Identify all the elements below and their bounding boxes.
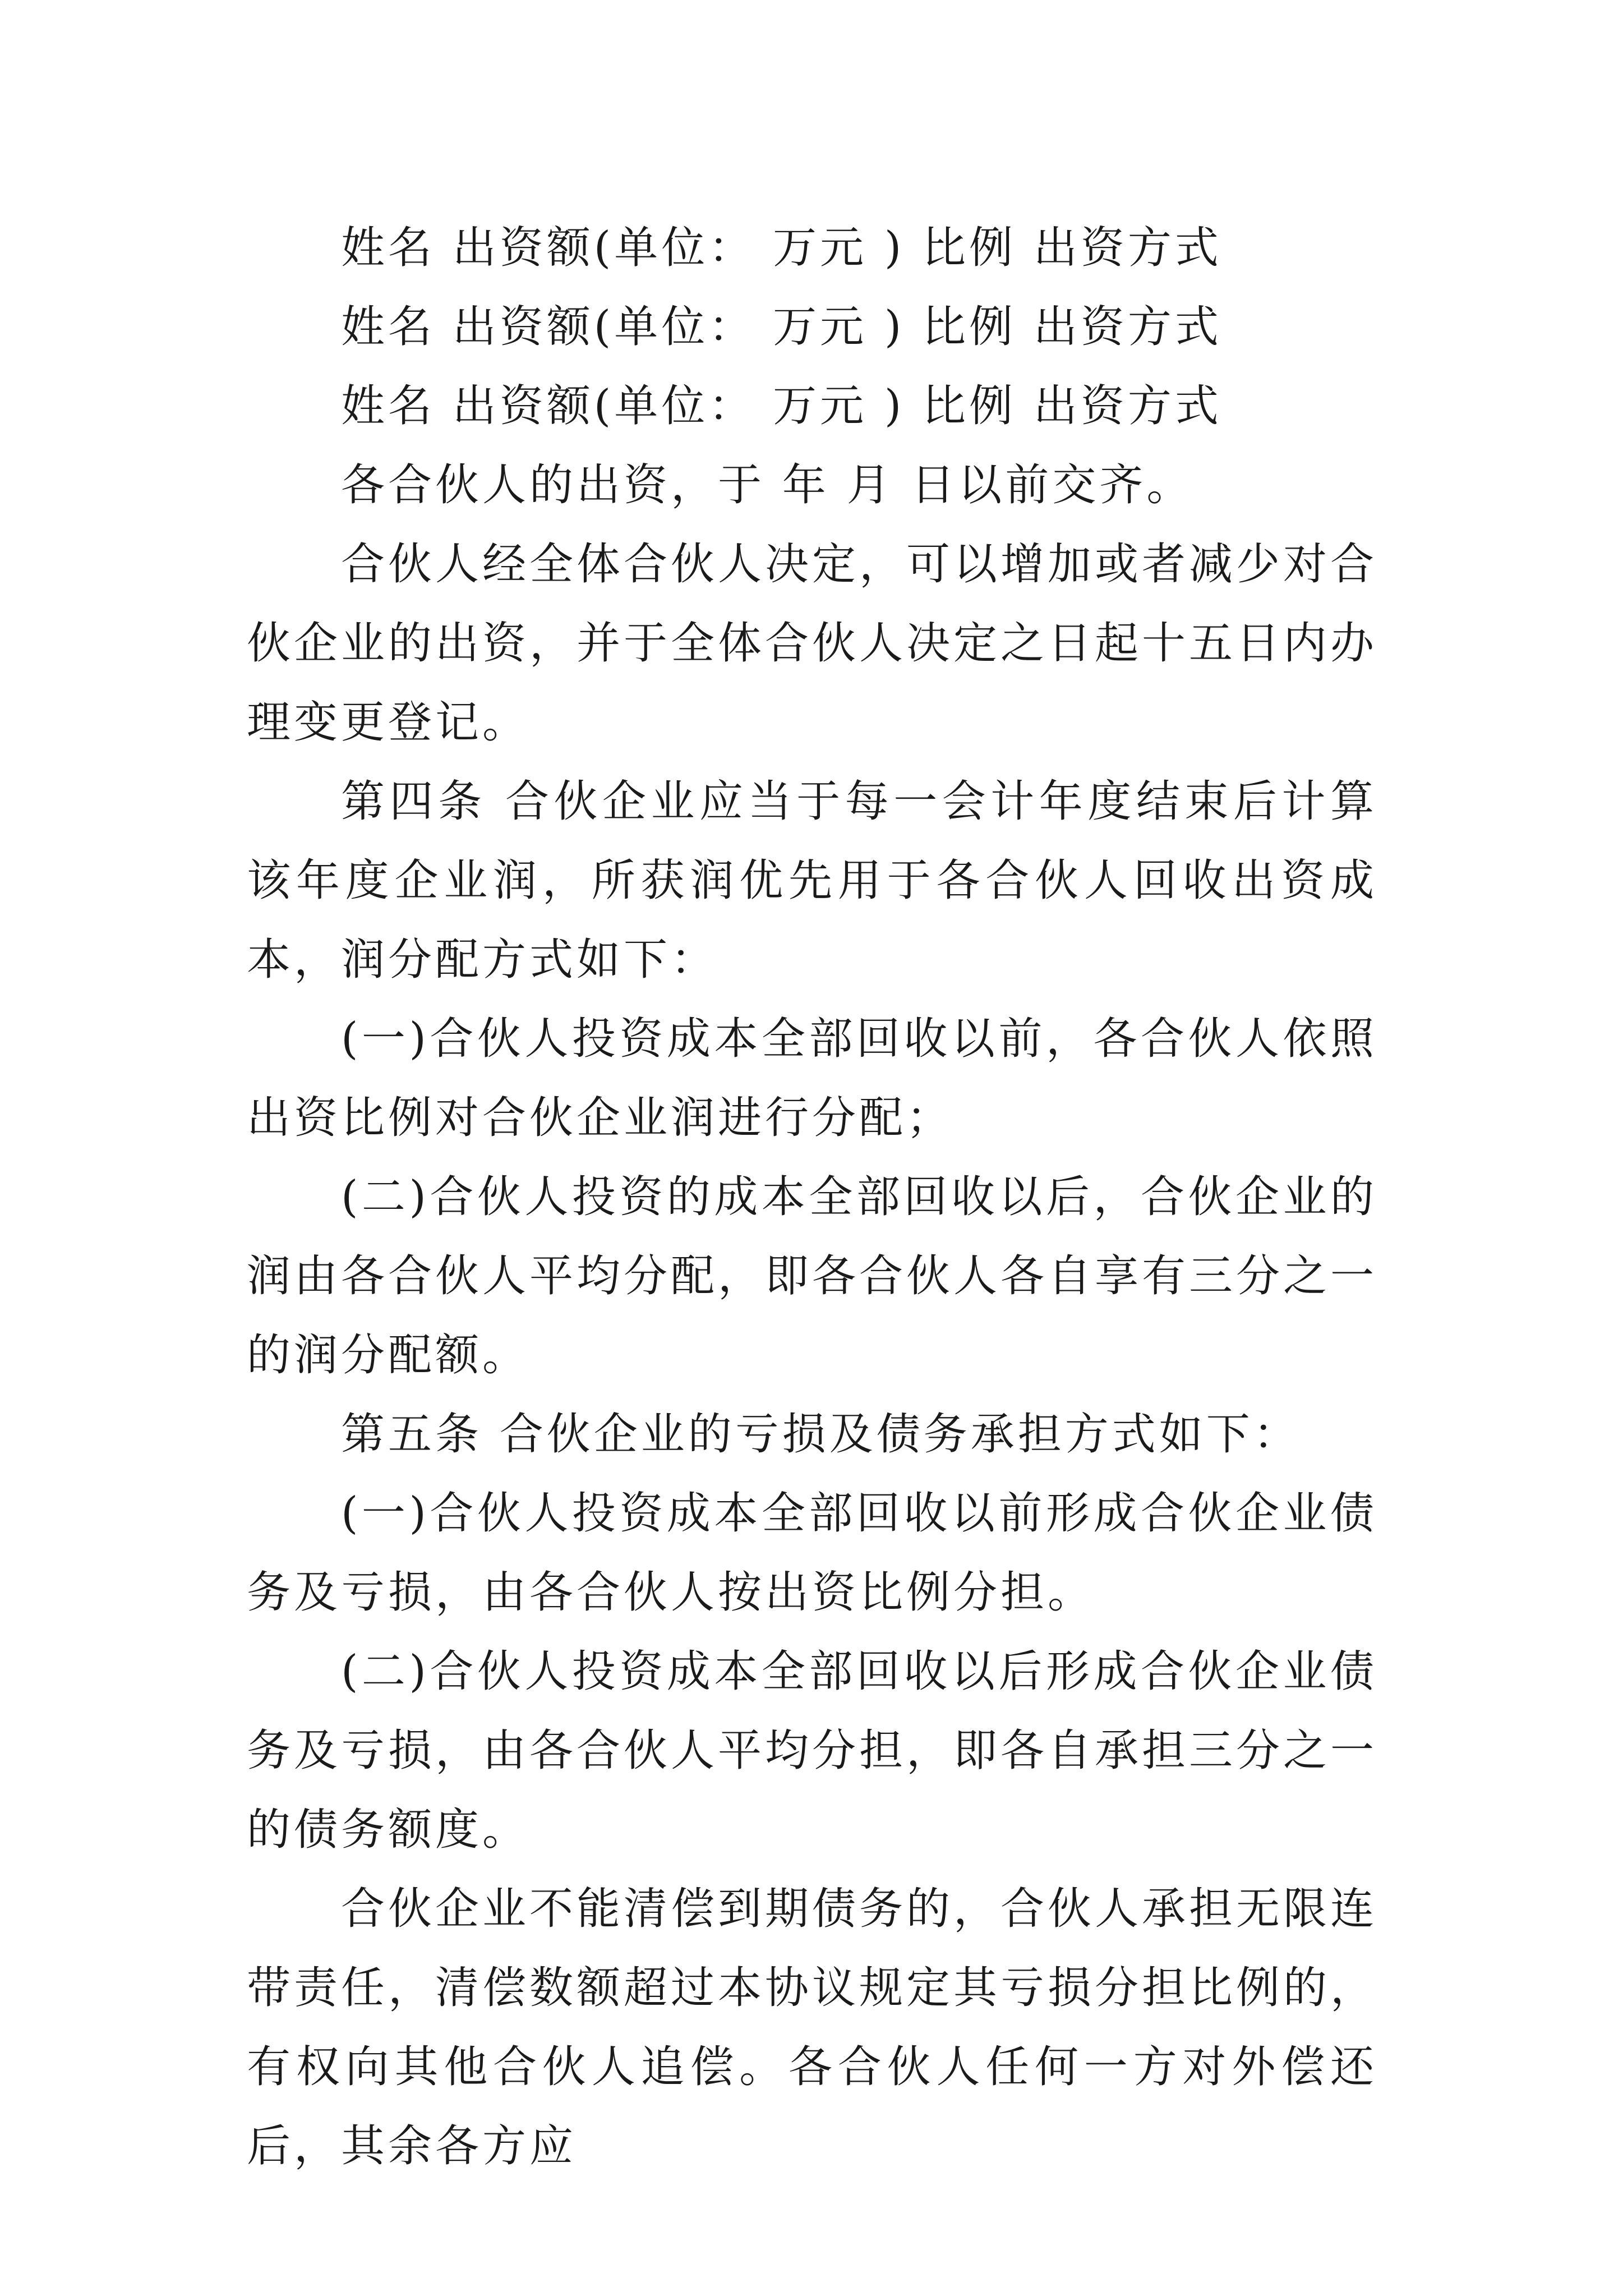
unlimited-liability-paragraph: 合伙企业不能清偿到期债务的，合伙人承担无限连带责任，清偿数额超过本协议规定其亏损分担比例的，有权向其他合伙人追偿。各合伙人任何一方对外偿还后，其余各方应 — [247, 1884, 1378, 2171]
contribution-row-2: 姓名 出资额(单位： 万元 ) 比例 出资方式 — [341, 302, 1222, 352]
contribution-row-3: 姓名 出资额(单位： 万元 ) 比例 出资方式 — [341, 381, 1222, 431]
payment-deadline-paragraph: 各合伙人的出资，于 年 月 日以前交齐。 — [341, 460, 1194, 510]
contribution-row-1: 姓名 出资额(单位： 万元 ) 比例 出资方式 — [341, 223, 1222, 273]
article-5-item-2: (二)合伙人投资成本全部回收以后形成合伙企业债务及亏损，由各合伙人平均分担，即各自承担三分之一的债务额度。 — [247, 1646, 1378, 1855]
document-body — [247, 209, 1377, 2186]
article-5-paragraph: 第五条 合伙企业的亏损及债务承担方式如下： — [341, 1409, 1301, 1460]
article-4-paragraph: 第四条 合伙企业应当于每一会计年度结束后计算该年度企业润，所获润优先用于各合伙人回收出资成本，润分配方式如下： — [247, 776, 1377, 985]
article-5-item-1: (一)合伙人投资成本全部回收以前形成合伙企业债务及亏损，由各合伙人按出资比例分担。 — [247, 1488, 1377, 1618]
capital-change-paragraph: 合伙人经全体合伙人决定，可以增加或者减少对合伙企业的出资，并于全体合伙人决定之日起十五日内办理变更登记。 — [247, 539, 1378, 748]
article-4-item-1: (一)合伙人投资成本全部回收以前，各合伙人依照出资比例对合伙企业润进行分配； — [247, 1014, 1377, 1143]
article-4-item-2: (二)合伙人投资的成本全部回收以后，合伙企业的润由各合伙人平均分配，即各合伙人各自享有三分之一的润分配额。 — [247, 1172, 1378, 1381]
